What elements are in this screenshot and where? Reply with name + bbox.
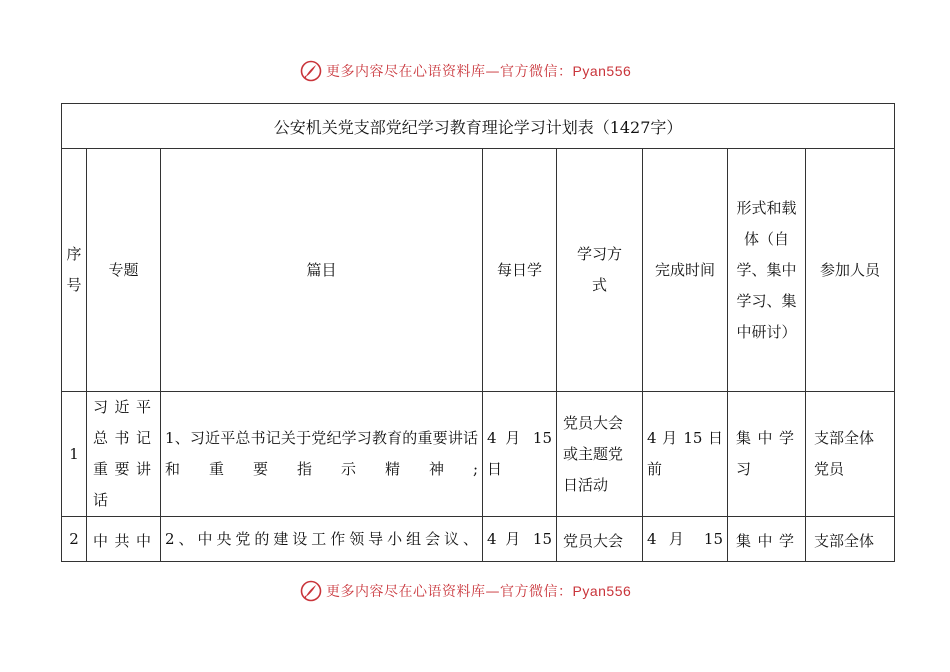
table-row	[62, 517, 895, 562]
row-topic: 中共中	[87, 517, 161, 562]
row-method: 党员大会	[557, 517, 643, 562]
header-topic: 专题	[87, 149, 161, 392]
header-daily: 每日学	[483, 149, 557, 392]
watermark-text: 更多内容尽在心语资料库—官方微信：Pyan556	[326, 63, 632, 80]
row-index: 1	[62, 392, 87, 517]
header-participants: 参加人员	[806, 149, 895, 392]
row-participants: 支部全体党员	[806, 392, 895, 517]
row-daily: 4 月 15 日	[483, 392, 557, 517]
table-header-row	[62, 149, 895, 392]
row-form: 集中学习	[728, 392, 806, 517]
row-deadline: 4 月 15 日前	[643, 392, 728, 517]
header-deadline: 完成时间	[643, 149, 728, 392]
row-deadline: 4 月 15	[643, 517, 728, 562]
watermark-header	[300, 60, 631, 82]
header-form: 形式和载体（自学、集中学习、集中研讨）	[728, 149, 806, 392]
watermark-footer	[300, 580, 631, 602]
table-title: 公安机关党支部党纪学习教育理论学习计划表（1427字）	[62, 104, 895, 149]
row-index: 2	[62, 517, 87, 562]
row-chapter: 2、中央党的建设工作领导小组会议、	[161, 517, 483, 562]
study-plan-table	[61, 103, 895, 562]
watermark-handle: Pyan556	[572, 583, 632, 599]
table-row	[62, 392, 895, 517]
watermark-handle: Pyan556	[572, 63, 632, 79]
header-index: 序号	[62, 149, 87, 392]
header-chapter: 篇目	[161, 149, 483, 392]
header-method: 学习方式	[557, 149, 643, 392]
row-method: 党员大会或主题党日活动	[557, 392, 643, 517]
row-daily: 4 月 15	[483, 517, 557, 562]
row-participants: 支部全体	[806, 517, 895, 562]
watermark-text: 更多内容尽在心语资料库—官方微信：Pyan556	[326, 583, 632, 600]
pen-quill-logo-icon	[300, 60, 322, 82]
row-form: 集中学	[728, 517, 806, 562]
row-chapter: 1、习近平总书记关于党纪学习教育的重要讲话和重要指示精神;	[161, 392, 483, 517]
pen-quill-logo-icon	[300, 580, 322, 602]
row-topic: 习近平总书记重要讲话	[87, 392, 161, 517]
